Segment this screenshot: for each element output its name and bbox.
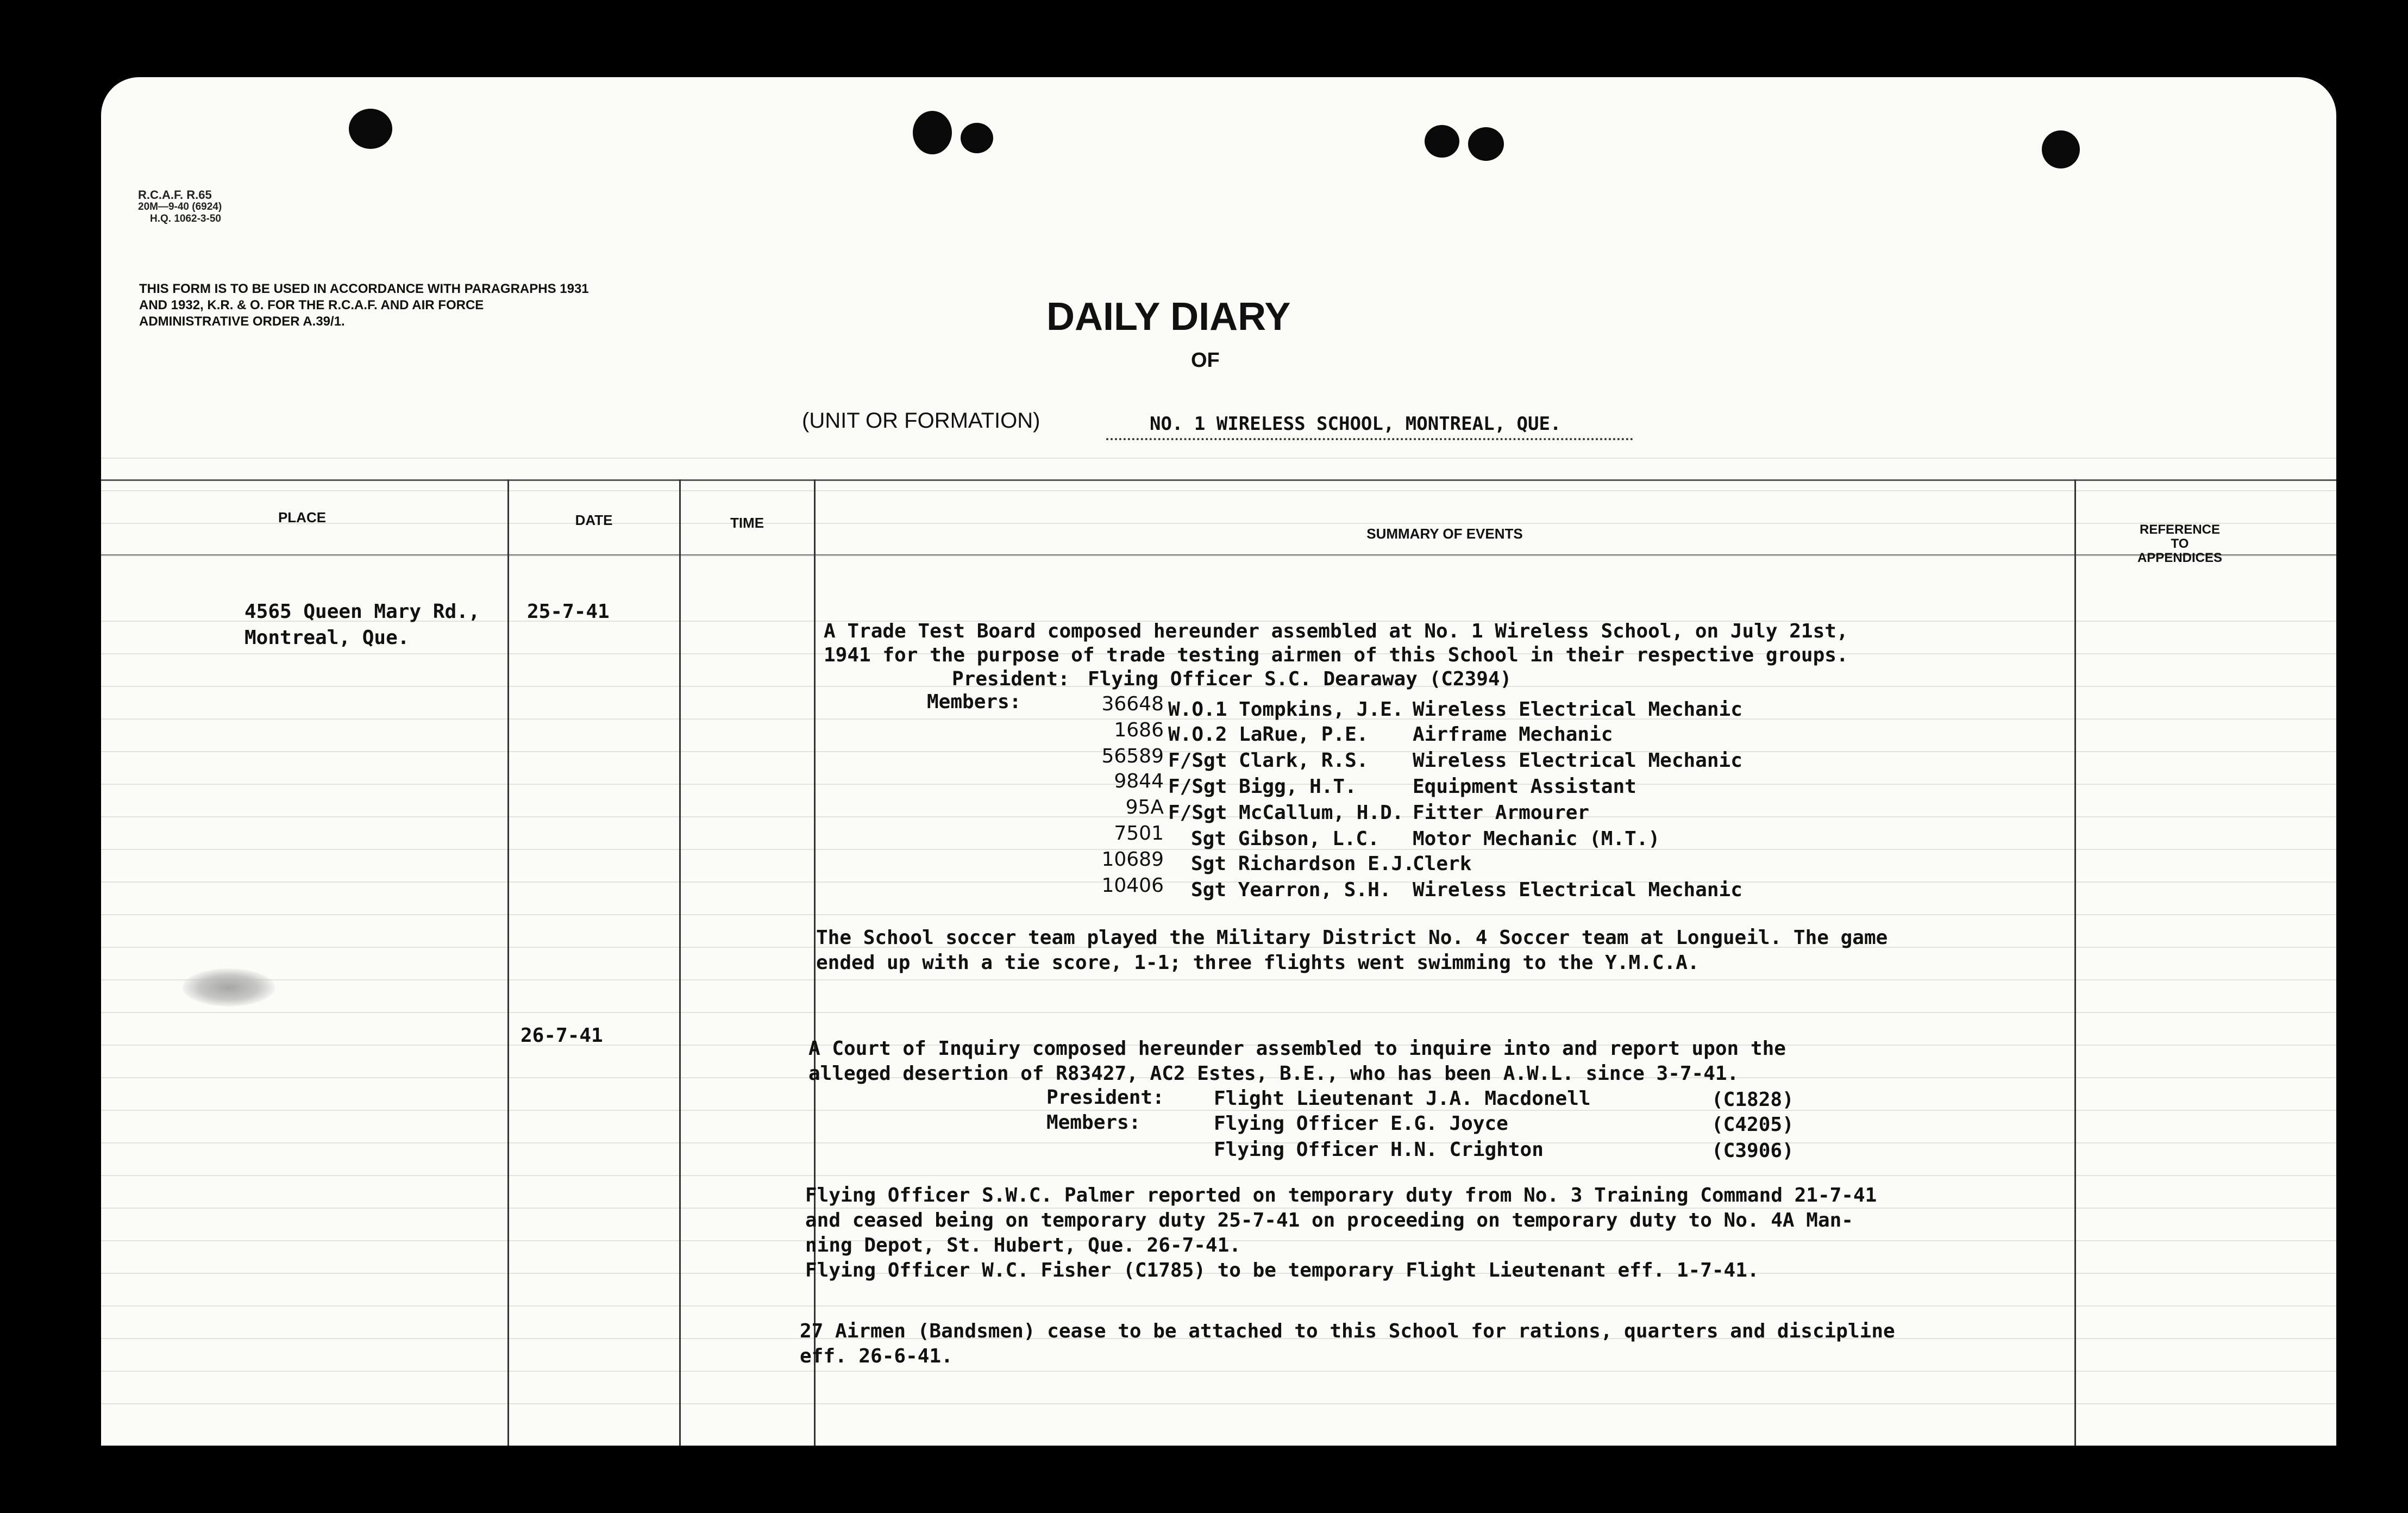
member-name: Sgt Richardson E.J. — [1191, 853, 1415, 875]
summary-line: Flying Officer S.W.C. Palmer reported on temporary duty from No. 3 Training Command 21-7-41 — [805, 1184, 1877, 1206]
unit-value: NO. 1 WIRELESS SCHOOL, MONTREAL, QUE. — [1150, 413, 1562, 435]
summary-line: eff. 26-6-41. — [800, 1345, 953, 1367]
column-header-reference: REFERENCE TO APPENDICES — [2137, 522, 2223, 565]
summary-line: ning Depot, St. Hubert, Que. 26-7-41. — [805, 1234, 1241, 1256]
table-header-rule — [101, 554, 2336, 555]
member-trade: Wireless Electrical Mechanic — [1413, 698, 1742, 721]
member-name: Sgt Yearron, S.H. — [1191, 879, 1391, 901]
ink-smudge — [183, 968, 275, 1006]
place-line: Montreal, Que. — [244, 627, 410, 649]
title-of: OF — [1191, 349, 1220, 372]
form-hq-code: H.Q. 1062-3-50 — [150, 213, 221, 224]
column-divider — [507, 479, 509, 1446]
president-name: Flying Officer S.C. Dearaway (C2394) — [1088, 668, 1512, 690]
president-label: President: — [1046, 1086, 1164, 1109]
members-label: Members: — [927, 691, 1021, 713]
form-code: R.C.A.F. R.65 — [138, 188, 212, 202]
summary-line: A Trade Test Board composed hereunder assembled at No. 1 Wireless School, on July 21st, — [824, 620, 1848, 642]
member-trade: Clerk — [1413, 853, 1472, 875]
column-header-time: TIME — [730, 515, 764, 531]
member-name: Flying Officer E.G. Joyce — [1214, 1112, 1508, 1135]
members-label: Members: — [1046, 1111, 1141, 1134]
member-number: 36648 — [1101, 693, 1164, 715]
punch-hole — [1468, 127, 1504, 161]
member-trade: Wireless Electrical Mechanic — [1413, 749, 1742, 772]
table-top-rule — [101, 479, 2336, 481]
member-name: W.O.1 Tompkins, J.E. — [1168, 698, 1404, 721]
member-name: Flying Officer H.N. Crighton — [1214, 1139, 1544, 1161]
member-name: F/Sgt Bigg, H.T. — [1168, 776, 1357, 798]
punch-hole — [2042, 130, 2080, 168]
member-number: (C4205) — [1711, 1114, 1794, 1136]
column-divider — [2074, 479, 2076, 1446]
summary-line: and ceased being on temporary duty 25-7-41 on proceeding on temporary duty to No. 4A Man- — [805, 1209, 1853, 1231]
member-name: F/Sgt Clark, R.S. — [1168, 749, 1369, 772]
member-number: 9844 — [1114, 770, 1164, 792]
member-trade: Motor Mechanic (M.T.) — [1413, 828, 1660, 850]
summary-line: ended up with a tie score, 1-1; three flights went swimming to the Y.M.C.A. — [816, 952, 1700, 974]
member-name: F/Sgt McCallum, H.D. — [1168, 802, 1404, 824]
member-number: 7501 — [1114, 822, 1164, 845]
summary-line: 1941 for the purpose of trade testing airmen of this School in their respective groups. — [824, 644, 1848, 666]
column-divider — [679, 479, 681, 1446]
member-trade: Fitter Armourer — [1413, 802, 1590, 824]
member-name: Sgt Gibson, L.C. — [1191, 828, 1379, 850]
page-title: DAILY DIARY — [1046, 295, 1291, 339]
entry-date: 25-7-41 — [527, 601, 610, 623]
member-name: W.O.2 LaRue, P.E. — [1168, 723, 1369, 746]
form-print-code: 20M—9-40 (6924) — [138, 201, 222, 212]
member-number: 10689 — [1101, 848, 1164, 871]
member-number: (C3906) — [1711, 1140, 1794, 1162]
unit-dotted-line — [1106, 438, 1633, 440]
column-header-date: DATE — [575, 512, 613, 528]
punch-hole — [913, 111, 952, 154]
president-name: Flight Lieutenant J.A. Macdonell — [1214, 1087, 1591, 1110]
president-number: (C1828) — [1711, 1089, 1794, 1111]
place-line: 4565 Queen Mary Rd., — [244, 601, 480, 623]
punch-hole — [961, 123, 993, 153]
column-header-summary: SUMMARY OF EVENTS — [1366, 526, 1523, 542]
member-number: 56589 — [1101, 745, 1164, 767]
column-header-place: PLACE — [278, 509, 327, 526]
summary-line: A Court of Inquiry composed hereunder assembled to inquire into and report upon the — [808, 1037, 1786, 1060]
column-divider — [814, 479, 816, 1446]
president-label: President: — [952, 668, 1070, 690]
member-number: 95A — [1125, 796, 1164, 818]
entry-date: 26-7-41 — [521, 1024, 603, 1047]
punch-hole — [349, 109, 392, 149]
unit-label: (UNIT OR FORMATION) — [802, 409, 1040, 433]
summary-line: Flying Officer W.C. Fisher (C1785) to be temporary Flight Lieutenant eff. 1-7-41. — [805, 1259, 1759, 1281]
summary-line: 27 Airmen (Bandsmen) cease to be attached to this School for rations, quarters and discipline — [800, 1320, 1895, 1342]
form-instructions: THIS FORM IS TO BE USED IN ACCORDANCE WITH PARAGRAPHS 1931 AND 1932, K.R. & O. FOR THE R.C.A.F. AND AIR FORCE ADMINISTRATIVE ORDER A.39/1. — [139, 282, 589, 329]
member-trade: Airframe Mechanic — [1413, 723, 1613, 746]
summary-line: alleged desertion of R83427, AC2 Estes, B.E., who has been A.W.L. since 3-7-41. — [808, 1062, 1739, 1085]
summary-line: The School soccer team played the Military District No. 4 Soccer team at Longueil. The game — [816, 927, 1888, 949]
member-number: 10406 — [1101, 874, 1164, 897]
punch-hole — [1425, 125, 1459, 158]
member-trade: Wireless Electrical Mechanic — [1413, 879, 1742, 901]
diary-card — [101, 77, 2336, 1446]
member-trade: Equipment Assistant — [1413, 776, 1636, 798]
member-number: 1686 — [1114, 719, 1164, 741]
